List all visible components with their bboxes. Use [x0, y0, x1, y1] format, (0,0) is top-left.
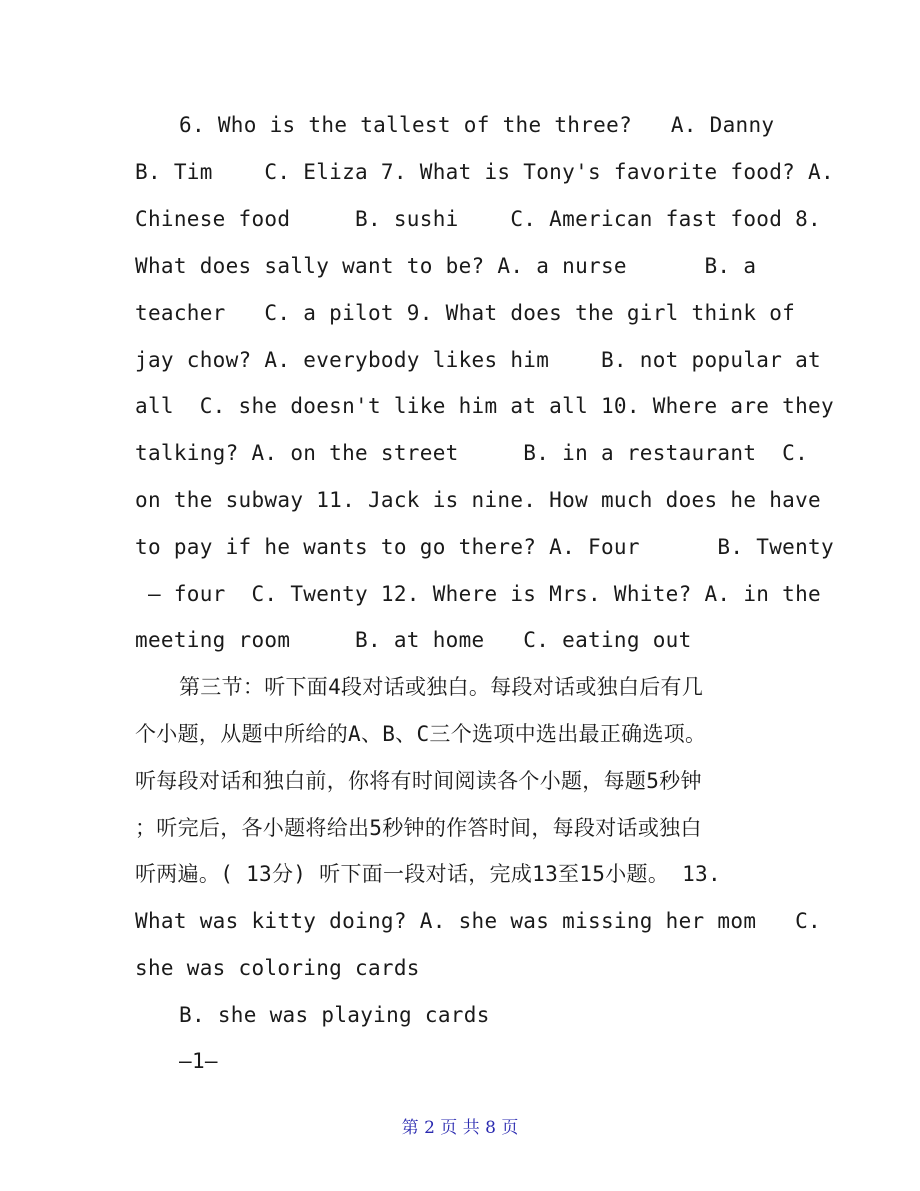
text-line-20: B. she was playing cards	[179, 1003, 490, 1027]
text-line-11: – four C. Twenty 12. Where is Mrs. White? A. in the	[135, 582, 821, 606]
text-line-17: 听两遍。( 13分) 听下面一段对话，完成13至15小题。 13.	[135, 862, 721, 886]
text-line-4: What does sally want to be? A. a nurse B. a	[135, 254, 757, 278]
text-line-8: talking? A. on the street B. in a restaurant C.	[135, 441, 809, 465]
page-footer: 第 2 页 共 8 页	[401, 1118, 519, 1138]
text-line-1: 6. Who is the tallest of the three? A. Danny	[179, 113, 775, 137]
text-line-12: meeting room B. at home C. eating out	[135, 628, 692, 652]
text-line-6: jay chow? A. everybody likes him B. not popular at	[135, 348, 821, 372]
text-line-5: teacher C. a pilot 9. What does the girl think of	[135, 301, 796, 325]
text-line-15: 听每段对话和独白前，你将有时间阅读各个小题，每题5秒钟	[135, 769, 702, 793]
text-line-14: 个小题，从题中所给的A、B、C三个选项中选出最正确选项。	[135, 722, 707, 746]
text-line-9: on the subway 11. Jack is nine. How much does he have	[135, 488, 821, 512]
text-line-7: all C. she doesn't like him at all 10. Where are they	[135, 394, 834, 418]
inner-page-number: —1—	[179, 1049, 218, 1073]
text-line-10: to pay if he wants to go there? A. Four B. Twenty	[135, 535, 834, 559]
text-line-2: B. Tim C. Eliza 7. What is Tony's favorite food? A.	[135, 160, 834, 184]
text-line-19: she was coloring cards	[135, 956, 420, 980]
text-line-16: ；听完后，各小题将给出5秒钟的作答时间，每段对话或独白	[135, 816, 702, 840]
text-line-3: Chinese food B. sushi C. American fast food 8.	[135, 207, 821, 231]
text-line-13: 第三节：听下面4段对话或独白。每段对话或独白后有几	[179, 675, 704, 699]
text-line-18: What was kitty doing? A. she was missing her mom C.	[135, 909, 821, 933]
